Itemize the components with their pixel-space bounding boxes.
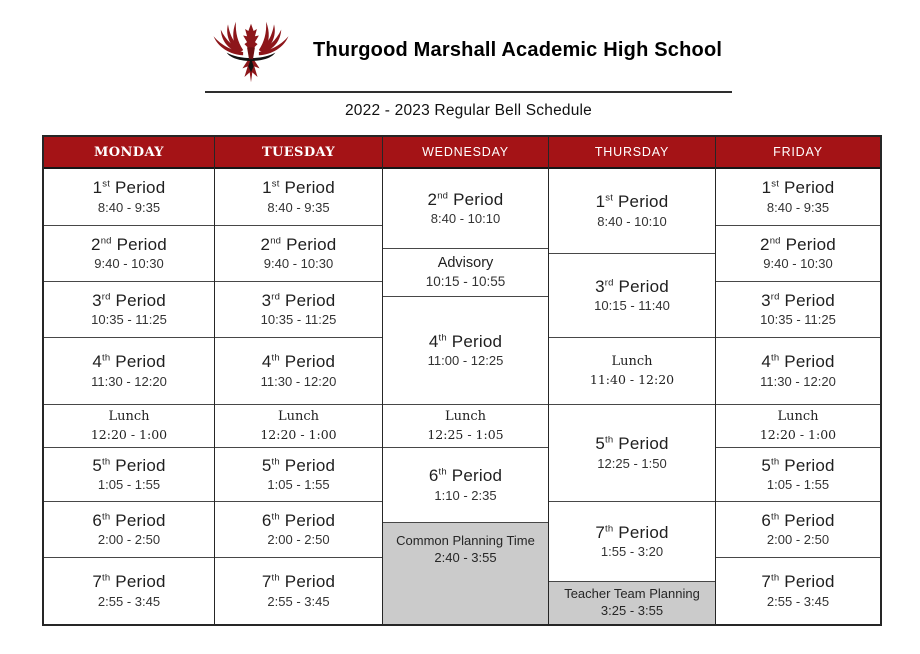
- schedule-cell-tuesday-2nd-period: [215, 226, 382, 282]
- cell-title: 2nd Period: [427, 189, 504, 209]
- cell-title: 3rd Period: [92, 290, 166, 310]
- cell-time: 8:40 - 9:35: [766, 199, 830, 215]
- schedule-cell-thursday-7th-period: [549, 502, 715, 582]
- schedule-cell-thursday-5th-period: [549, 405, 715, 502]
- cell-title: Teacher Team Planning: [564, 585, 700, 601]
- header-divider: [205, 91, 732, 93]
- school-name: Thurgood Marshall Academic High School: [313, 38, 723, 61]
- cell-title: 1st Period: [761, 178, 835, 198]
- cell-title: 7th Period: [92, 572, 166, 592]
- day-column-thursday: [548, 137, 715, 624]
- day-header-friday: FRIDAY: [716, 137, 880, 169]
- schedule-cell-tuesday-lunch: [215, 405, 382, 448]
- schedule-cell-tuesday-7th-period: [215, 558, 382, 624]
- cell-time: 11:30 - 12:20: [760, 373, 836, 389]
- cell-title: 3rd Period: [761, 290, 835, 310]
- cell-time: 8:40 - 9:35: [97, 199, 161, 215]
- cell-time: 10:35 - 11:25: [91, 312, 167, 328]
- day-header-thursday: THURSDAY: [549, 137, 715, 169]
- cell-title: 2nd Period: [260, 234, 337, 254]
- cell-time: 11:40 - 12:20: [589, 371, 675, 387]
- schedule-cell-tuesday-1st-period: [215, 169, 382, 226]
- cell-title: 1st Period: [262, 178, 335, 198]
- cell-title: Common Planning Time: [396, 533, 535, 548]
- cell-title: 7th Period: [595, 522, 669, 542]
- cell-time: 2:00 - 2:50: [766, 532, 830, 548]
- cell-title: 6th Period: [92, 510, 166, 530]
- cell-title: 5th Period: [261, 455, 336, 475]
- day-column-wednesday: [382, 137, 548, 624]
- cell-time: 9:40 - 10:30: [263, 256, 334, 272]
- cell-time: 1:10 - 2:35: [434, 487, 497, 503]
- cell-title: 6th Period: [261, 510, 336, 530]
- schedule-cell-tuesday-6th-period: [215, 502, 382, 558]
- cell-title: Lunch: [277, 409, 320, 425]
- cell-title: 4th Period: [428, 331, 503, 351]
- schedule-cell-friday-3rd-period: [716, 282, 880, 338]
- cell-time: 11:30 - 12:20: [91, 373, 167, 389]
- day-header-wednesday: WEDNESDAY: [383, 137, 548, 169]
- cell-time: 11:30 - 12:20: [260, 373, 337, 389]
- schedule-cell-wednesday-4th-period: [383, 297, 548, 405]
- cell-title: 1st Period: [92, 178, 166, 198]
- cell-time: 1:05 - 1:55: [267, 477, 330, 493]
- day-header-tuesday: TUESDAY: [215, 137, 382, 169]
- cell-time: 2:55 - 3:45: [97, 593, 161, 609]
- schedule-cell-wednesday-lunch: [383, 405, 548, 448]
- schedule-cell-monday-2nd-period: [44, 226, 214, 282]
- schedule-cell-monday-1st-period: [44, 169, 214, 226]
- cell-time: 11:00 - 12:25: [427, 353, 504, 369]
- schedule-cell-friday-6th-period: [716, 502, 880, 558]
- cell-title: 4th Period: [261, 352, 336, 372]
- schedule-cell-monday-5th-period: [44, 448, 214, 502]
- letterhead: [205, 10, 732, 120]
- cell-title: 3rd Period: [261, 290, 336, 310]
- day-header-monday: MONDAY: [44, 137, 214, 169]
- schedule-cell-thursday-teacher-team-planning: [549, 582, 715, 624]
- schedule-cell-tuesday-3rd-period: [215, 282, 382, 338]
- schedule-cell-friday-2nd-period: [716, 226, 880, 282]
- cell-time: 2:55 - 3:45: [267, 593, 330, 609]
- schedule-cell-friday-1st-period: [716, 169, 880, 226]
- day-column-tuesday: [214, 137, 382, 624]
- schedule-cell-friday-4th-period: [716, 338, 880, 405]
- cell-time: 8:40 - 10:10: [597, 213, 667, 229]
- cell-title: 5th Period: [92, 455, 166, 475]
- cell-time: 12:25 - 1:05: [427, 426, 504, 442]
- cell-time: 1:05 - 1:55: [766, 477, 830, 493]
- cell-title: Lunch: [108, 409, 150, 425]
- cell-title: 2nd Period: [91, 234, 167, 254]
- cell-title: Lunch: [611, 354, 653, 370]
- schedule-cell-friday-7th-period: [716, 558, 880, 624]
- cell-title: 5th Period: [595, 434, 669, 454]
- cell-time: 8:40 - 9:35: [267, 199, 330, 215]
- phoenix-eagle-logo-icon: [205, 15, 297, 85]
- cell-time: 2:55 - 3:45: [766, 593, 830, 609]
- schedule-cell-monday-3rd-period: [44, 282, 214, 338]
- schedule-cell-friday-5th-period: [716, 448, 880, 502]
- cell-title: 6th Period: [761, 510, 835, 530]
- cell-time: 1:05 - 1:55: [97, 477, 161, 493]
- schedule-cell-wednesday-6th-period: [383, 448, 548, 523]
- cell-title: 3rd Period: [595, 276, 669, 296]
- cell-time: 12:20 - 1:00: [260, 426, 337, 442]
- cell-title: 7th Period: [761, 572, 835, 592]
- schedule-cell-wednesday-2nd-period: [383, 169, 548, 249]
- day-column-friday: [715, 137, 880, 624]
- cell-time: 8:40 - 10:10: [430, 211, 501, 227]
- cell-time: 10:15 - 10:55: [425, 274, 506, 290]
- schedule-cell-monday-6th-period: [44, 502, 214, 558]
- day-column-monday: [44, 137, 214, 624]
- cell-time: 10:35 - 11:25: [260, 312, 337, 328]
- schedule-cell-friday-lunch: [716, 405, 880, 448]
- schedule-cell-monday-4th-period: [44, 338, 214, 405]
- cell-time: 10:35 - 11:25: [760, 312, 836, 328]
- cell-time: 2:40 - 3:55: [434, 550, 497, 566]
- cell-title: Advisory: [437, 255, 494, 272]
- cell-time: 10:15 - 11:40: [594, 298, 670, 314]
- cell-time: 12:25 - 1:50: [597, 455, 667, 471]
- schedule-cell-wednesday-common-planning-time: [383, 523, 548, 624]
- cell-time: 12:20 - 1:00: [759, 426, 837, 442]
- schedule-cell-wednesday-advisory: [383, 249, 548, 297]
- cell-title: Lunch: [444, 409, 487, 425]
- cell-title: 4th Period: [761, 352, 835, 372]
- bell-schedule-table: [42, 135, 882, 626]
- schedule-title: 2022 - 2023 Regular Bell Schedule: [344, 102, 593, 119]
- schedule-cell-thursday-lunch: [549, 338, 715, 405]
- cell-title: 4th Period: [92, 352, 166, 372]
- schedule-cell-tuesday-5th-period: [215, 448, 382, 502]
- cell-title: 5th Period: [761, 455, 835, 475]
- cell-time: 1:55 - 3:20: [600, 544, 664, 560]
- cell-title: 1st Period: [595, 192, 669, 212]
- schedule-cell-monday-lunch: [44, 405, 214, 448]
- school-brand: [205, 10, 732, 90]
- cell-title: 2nd Period: [760, 234, 836, 254]
- schedule-cell-thursday-3rd-period: [549, 254, 715, 338]
- cell-title: 6th Period: [428, 466, 503, 486]
- cell-time: 12:20 - 1:00: [90, 426, 168, 442]
- cell-time: 2:00 - 2:50: [97, 532, 161, 548]
- cell-time: 3:25 - 3:55: [600, 603, 664, 619]
- schedule-cell-thursday-1st-period: [549, 169, 715, 254]
- schedule-cell-monday-7th-period: [44, 558, 214, 624]
- schedule-cell-tuesday-4th-period: [215, 338, 382, 405]
- cell-time: 2:00 - 2:50: [267, 532, 330, 548]
- cell-time: 9:40 - 10:30: [94, 256, 164, 272]
- cell-title: Lunch: [777, 409, 819, 425]
- cell-time: 9:40 - 10:30: [763, 256, 833, 272]
- cell-title: 7th Period: [261, 572, 336, 592]
